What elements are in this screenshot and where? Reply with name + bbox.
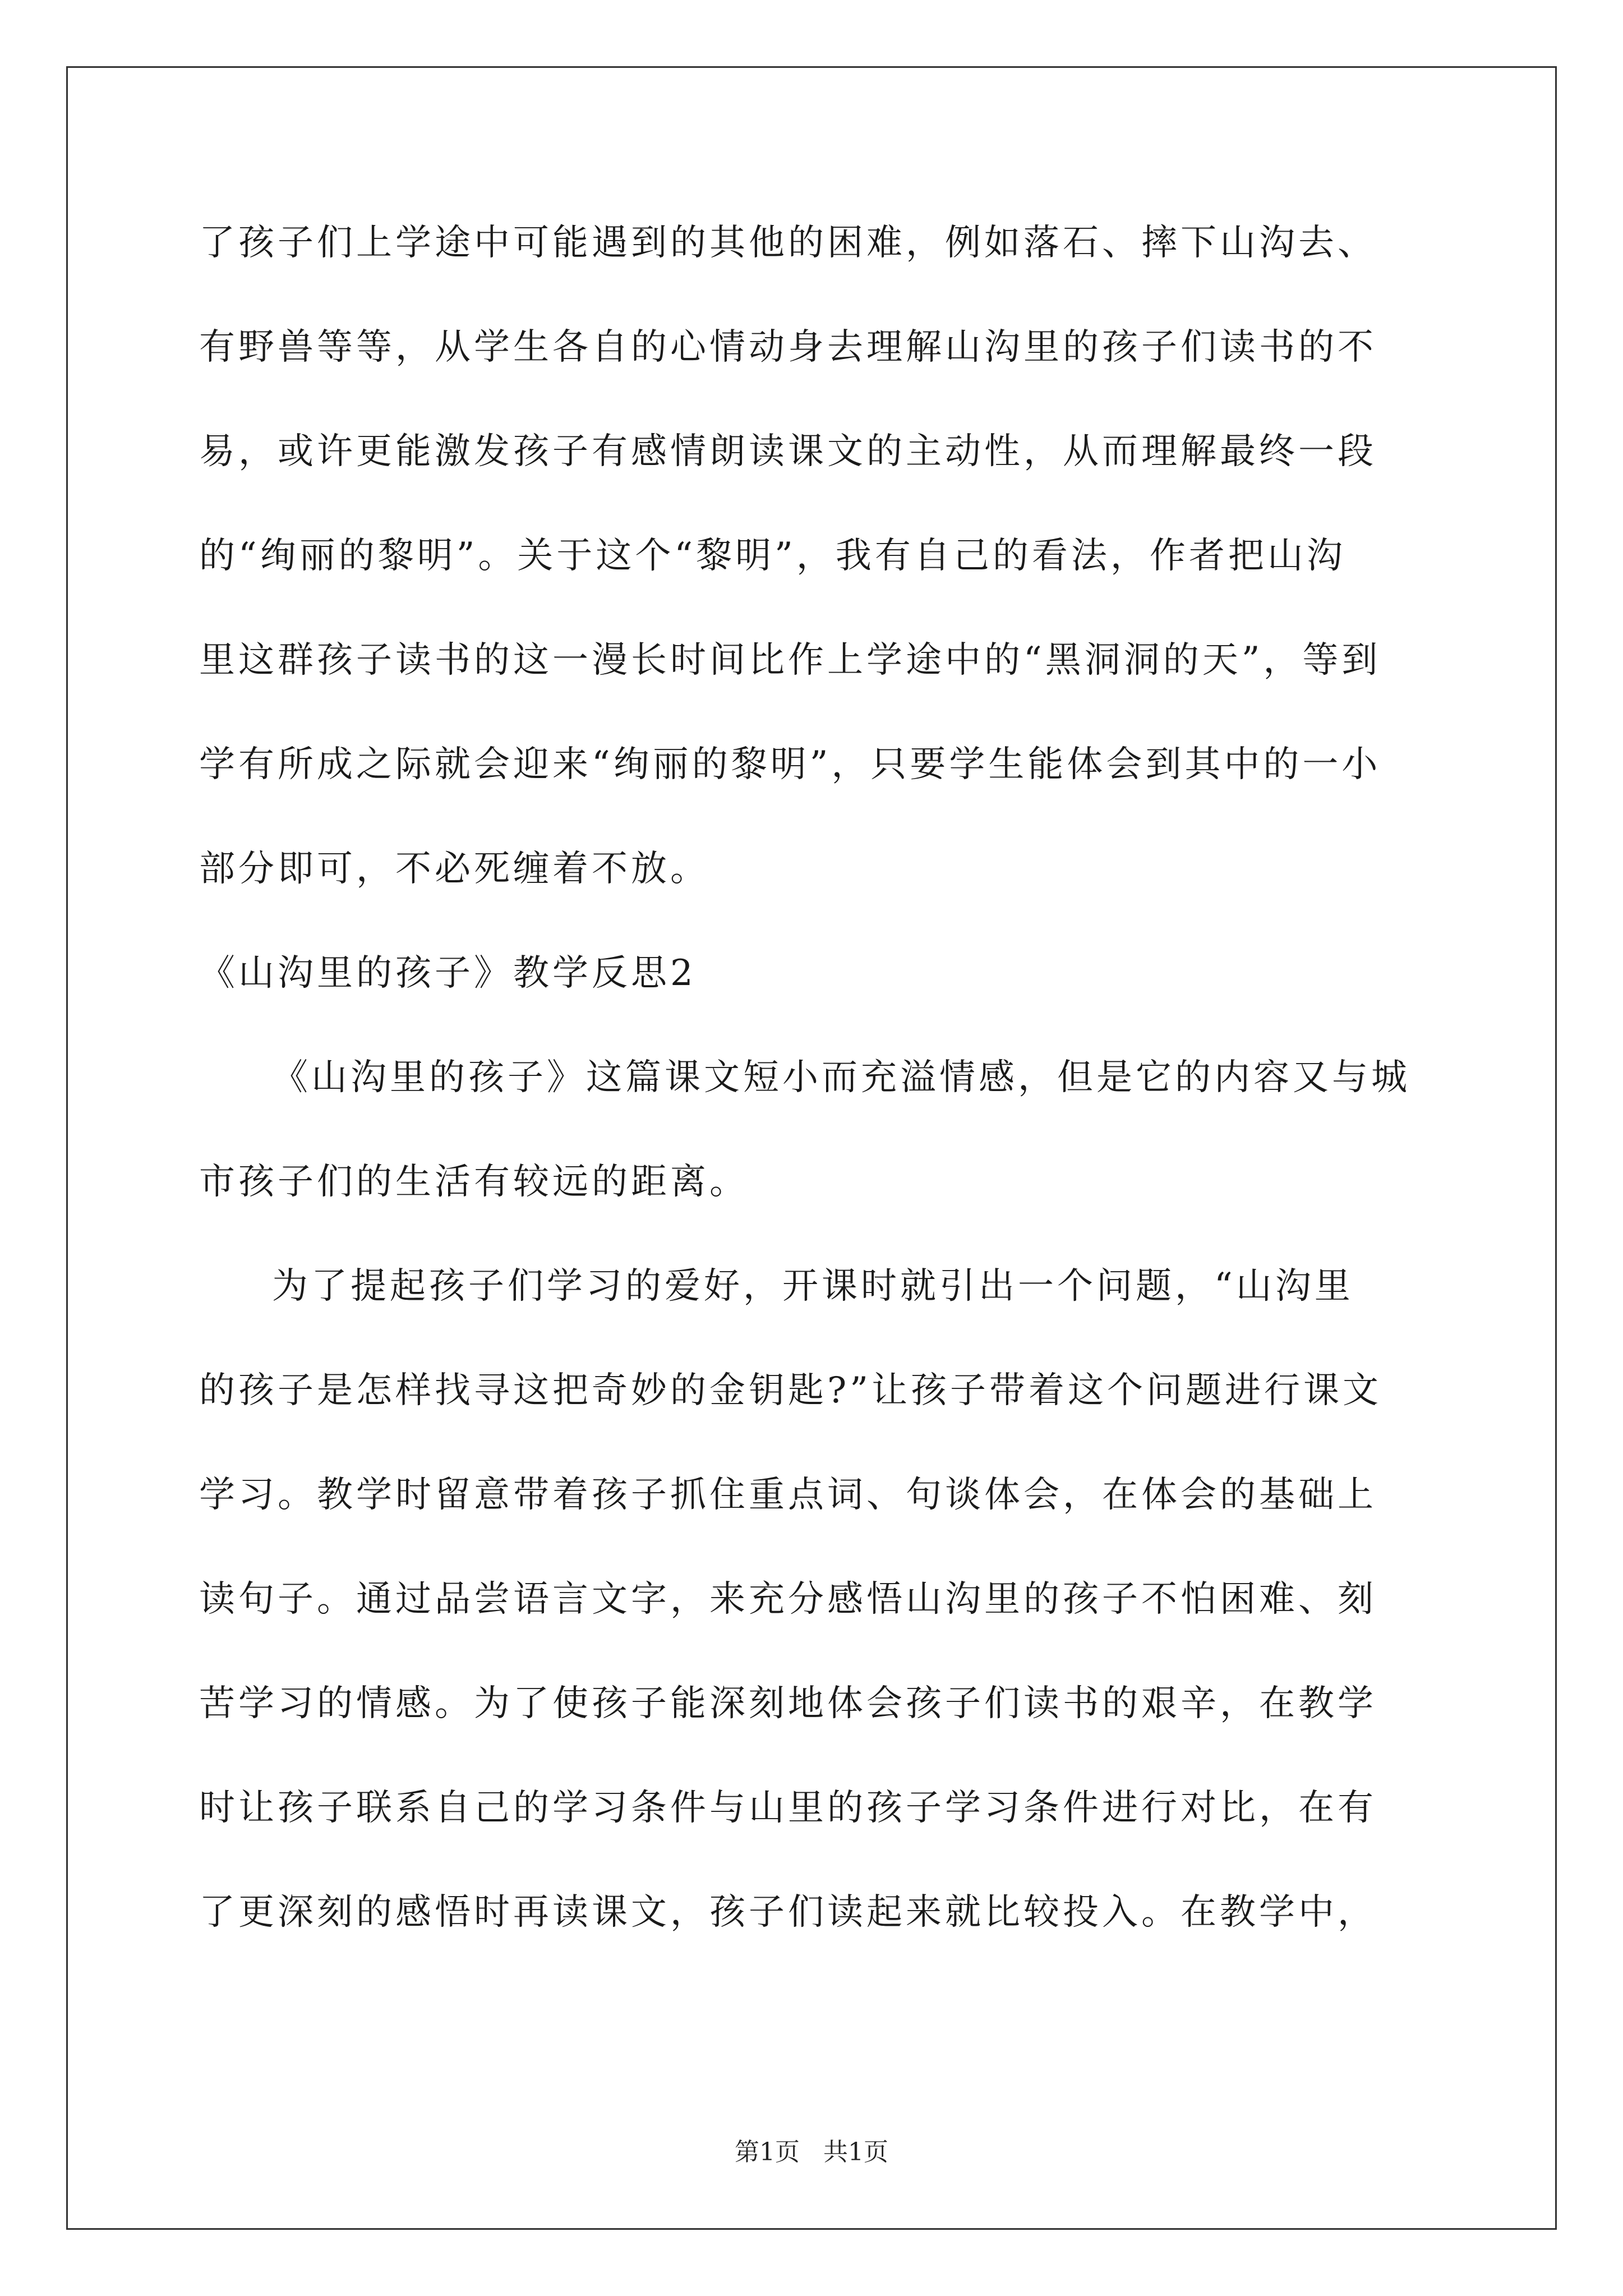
- text-line: 有野兽等等，从学生各自的心情动身去理解山沟里的孩子们读书的不: [199, 326, 1377, 368]
- document-body: [199, 191, 1427, 1964]
- text-line: 了孩子们上学途中可能遇到的其他的困难，例如落石、摔下山沟去、: [199, 222, 1377, 264]
- text-line: 易，或许更能激发孩子有感情朗读课文的主动性，从而理解最终一段: [199, 431, 1377, 472]
- text-line: 里这群孩子读书的这一漫长时间比作上学途中的“黑洞洞的天”，等到: [199, 639, 1381, 681]
- text-line: 的“绚丽的黎明”。关于这个“黎明”，我有自己的看法，作者把山沟: [199, 535, 1346, 577]
- text-line: 部分即可，不必死缠着不放。: [199, 848, 709, 890]
- page-number-footer: 第1页 共1页: [735, 2138, 888, 2166]
- text-line: 苦学习的情感。为了使孩子能深刻地体会孩子们读书的艰辛，在教学: [199, 1683, 1377, 1724]
- text-line: 《山沟里的孩子》这篇课文短小而充溢情感，但是它的内容又与城: [272, 1057, 1410, 1098]
- text-line: 读句子。通过品尝语言文字，来充分感悟山沟里的孩子不怕困难、刻: [199, 1579, 1377, 1620]
- text-line: 学有所成之际就会迎来“绚丽的黎明”，只要学生能体会到其中的一小: [199, 744, 1381, 785]
- text-line: 学习。教学时留意带着孩子抓住重点词、句谈体会，在体会的基础上: [199, 1474, 1377, 1516]
- text-line: 为了提起孩子们学习的爱好，开课时就引出一个问题，“山沟里: [272, 1266, 1354, 1307]
- text-line: 了更深刻的感悟时再读课文，孩子们读起来就比较投入。在教学中，: [199, 1892, 1377, 1933]
- text-line: 的孩子是怎样找寻这把奇妙的金钥匙?”让孩子带着这个问题进行课文: [199, 1370, 1382, 1411]
- section-heading: 《山沟里的孩子》教学反思2: [199, 953, 697, 994]
- text-line: 时让孩子联系自己的学习条件与山里的孩子学习条件进行对比，在有: [199, 1787, 1377, 1829]
- text-line: 市孩子们的生活有较远的距离。: [199, 1161, 749, 1203]
